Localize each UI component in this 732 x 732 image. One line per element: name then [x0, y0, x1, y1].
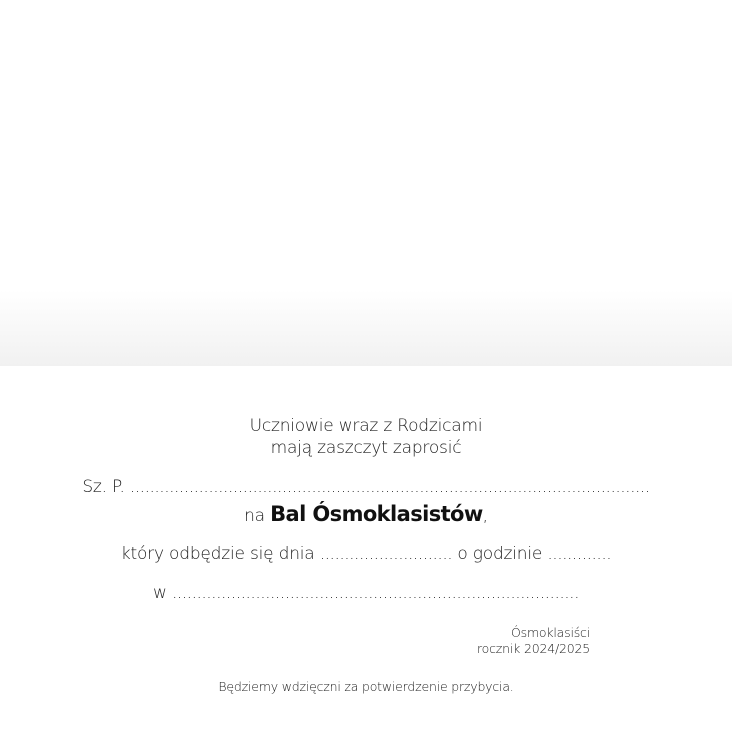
signature-line-1: Ósmoklasiści — [511, 625, 590, 640]
guest-line — [0, 477, 732, 497]
guest-name-blank: .......................................................................................................... — [129, 477, 650, 497]
place-line — [0, 583, 732, 603]
place-prefix: w — [153, 583, 167, 603]
event-line — [0, 502, 732, 526]
guest-prefix: Sz. P. — [82, 477, 125, 497]
signature-line-2: rocznik 2024/2025 — [477, 641, 590, 656]
intro-line-1: Uczniowie wraz z Rodzicami — [249, 416, 483, 436]
rsvp-note: Będziemy wdzięczni za potwierdzenie przybycia. — [218, 679, 514, 694]
event-prefix: na — [244, 506, 265, 526]
time-blank: ............. — [547, 544, 612, 564]
intro-line-2: mają zaszczyt zaprosić — [270, 438, 462, 458]
event-name: Bal Ósmoklasistów — [270, 502, 483, 526]
date-blank: ........................... — [319, 544, 453, 564]
time-prefix: o godzinie — [457, 544, 543, 564]
event-suffix: , — [482, 506, 488, 526]
date-prefix: który odbędzie się dnia — [120, 544, 315, 564]
place-blank: ................................................................................... — [171, 583, 579, 603]
date-time-line — [0, 544, 732, 564]
